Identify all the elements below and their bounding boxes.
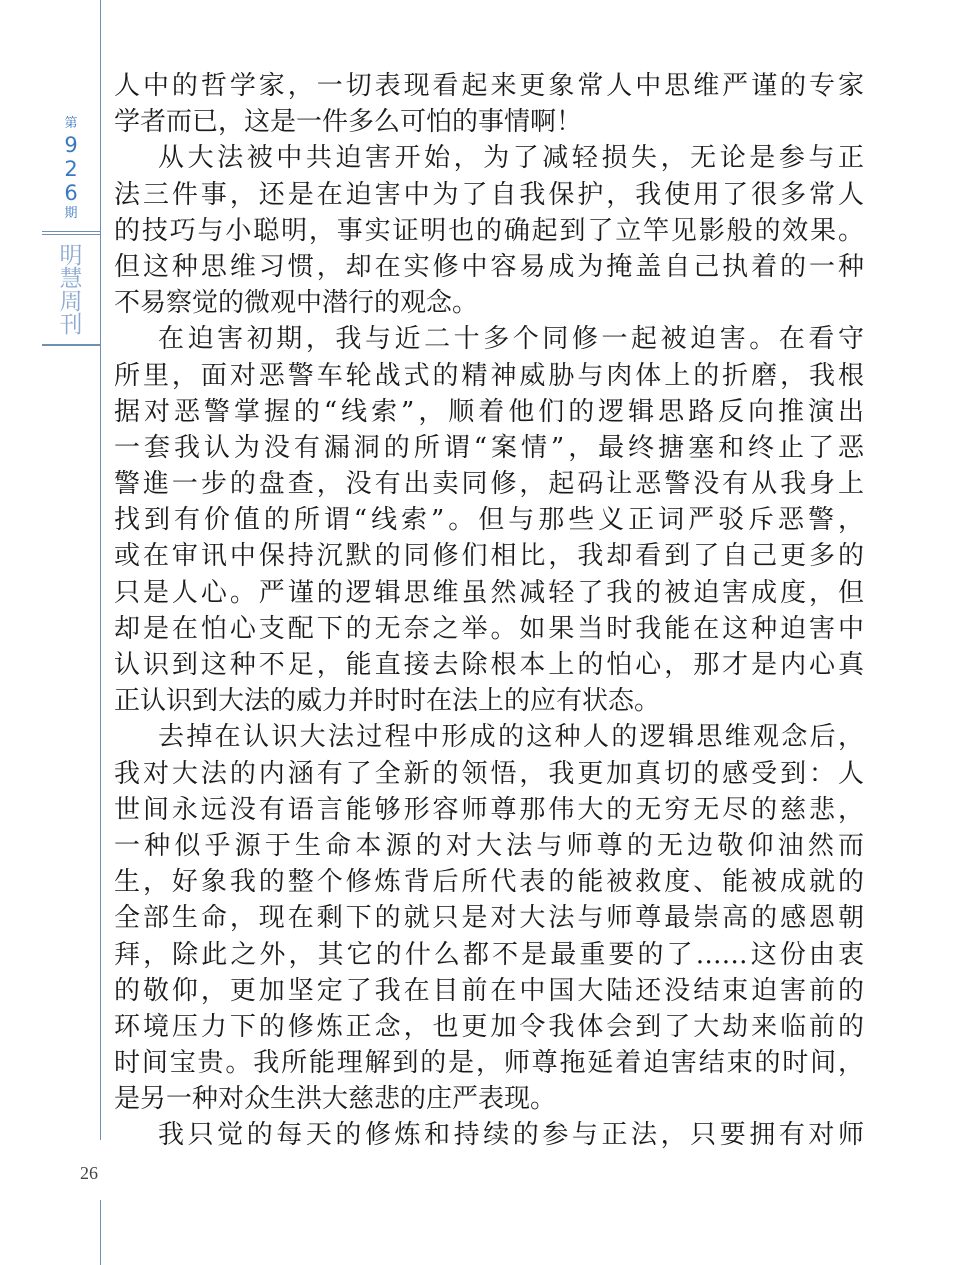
text-line: 找到有价值的所谓“线索”。但与那些义正词严驳斥恶警，	[114, 505, 864, 536]
text-line: 的技巧与小聪明，事实证明也的确起到了立竿见影般的效果。	[114, 215, 864, 246]
text-line: 一种似乎源于生命本源的对大法与师尊的无边敬仰油然而	[114, 830, 864, 861]
text-line: 所里，面对恶警车轮战式的精神威胁与肉体上的折磨，我根	[114, 360, 864, 391]
issue-digit: 6	[64, 181, 78, 205]
article-body	[114, 68, 864, 1154]
margin-rule	[100, 0, 101, 1140]
text-line: 认识到这种不足，能直接去除根本上的怕心，那才是内心真	[114, 650, 864, 680]
text-line: 警進一步的盘查，没有出卖同修，起码让恶警没有从我身上	[114, 469, 864, 500]
text-line: 拜，除此之外，其它的什么都不是最重要的了……这份由衷	[114, 939, 864, 970]
text-line: 或在审讯中保持沉默的同修们相比，我却看到了自己更多的	[114, 541, 864, 572]
issue-digit: 9	[64, 133, 78, 157]
page-number: 26	[80, 1163, 98, 1183]
publication-title-char: 慧	[59, 266, 83, 292]
paragraph-first-line: 我只觉的每天的修炼和持续的参与正法，只要拥有对师	[158, 1120, 864, 1151]
issue-prefix: 第	[64, 116, 78, 131]
text-line: 但这种思维习惯，却在实修中容易成为掩盖自己执着的一种	[114, 251, 864, 282]
publication-title-char: 明	[59, 243, 83, 269]
publication-title-char: 周	[59, 289, 83, 315]
text-line: 人中的哲学家，一切表现看起来更象常人中思维严谨的专家	[114, 71, 864, 101]
text-line: 时间宝贵。我所能理解到的是，师尊拖延着迫害结束的时间，	[114, 1048, 864, 1079]
text-line: 正认识到大法的威力并时时在法上的应有状态。	[114, 686, 661, 717]
issue-suffix: 期	[64, 206, 78, 221]
text-line: 法三件事，还是在迫害中为了自我保护，我使用了很多常人	[114, 179, 864, 210]
publication-title-char: 刊	[59, 312, 83, 338]
publication-title-tab	[42, 234, 100, 346]
text-line: 生，好象我的整个修炼背后所代表的能被救度、能被成就的	[114, 867, 864, 898]
text-line: 却是在怕心支配下的无奈之举。如果当时我能在这种迫害中	[114, 613, 864, 644]
text-line: 全部生命，现在剩下的就只是对大法与师尊最崇高的感恩朝	[114, 903, 864, 934]
text-line: 世间永远没有语言能够形容师尊那伟大的无穷无尽的慈悲，	[114, 794, 864, 825]
text-line: 环境压力下的修炼正念，也更加令我体会到了大劫来临前的	[114, 1011, 864, 1042]
text-line: 据对恶警掌握的“线索”，顺着他们的逻辑思路反向推演出	[114, 396, 864, 427]
paragraph-first-line: 在迫害初期，我与近二十多个同修一起被迫害。在看守	[158, 324, 864, 355]
paragraph-first-line: 去掉在认识大法过程中形成的这种人的逻辑思维观念后，	[158, 722, 864, 753]
text-line: 是另一种对众生洪大慈悲的庄严表现。	[114, 1084, 557, 1115]
text-line: 不易察觉的微观中潜行的观念。	[114, 288, 479, 319]
text-line: 学者而已，这是一件多么可怕的事情啊！	[114, 107, 583, 138]
text-line: 只是人心。严谨的逻辑思维虽然减轻了我的被迫害成度，但	[114, 577, 864, 608]
margin-rule-lower	[100, 1200, 101, 1265]
issue-number-tab	[42, 0, 100, 232]
issue-digit: 2	[64, 157, 78, 181]
text-line: 我对大法的内涵有了全新的领悟，我更加真切的感受到：人	[114, 758, 864, 789]
paragraph-first-line: 从大法被中共迫害开始，为了减轻损失，无论是参与正	[158, 143, 864, 174]
text-line: 的敬仰，更加坚定了我在目前在中国大陆还没结束迫害前的	[114, 975, 864, 1006]
text-line: 一套我认为没有漏洞的所谓“案情”，最终搪塞和终止了恶	[114, 432, 864, 463]
